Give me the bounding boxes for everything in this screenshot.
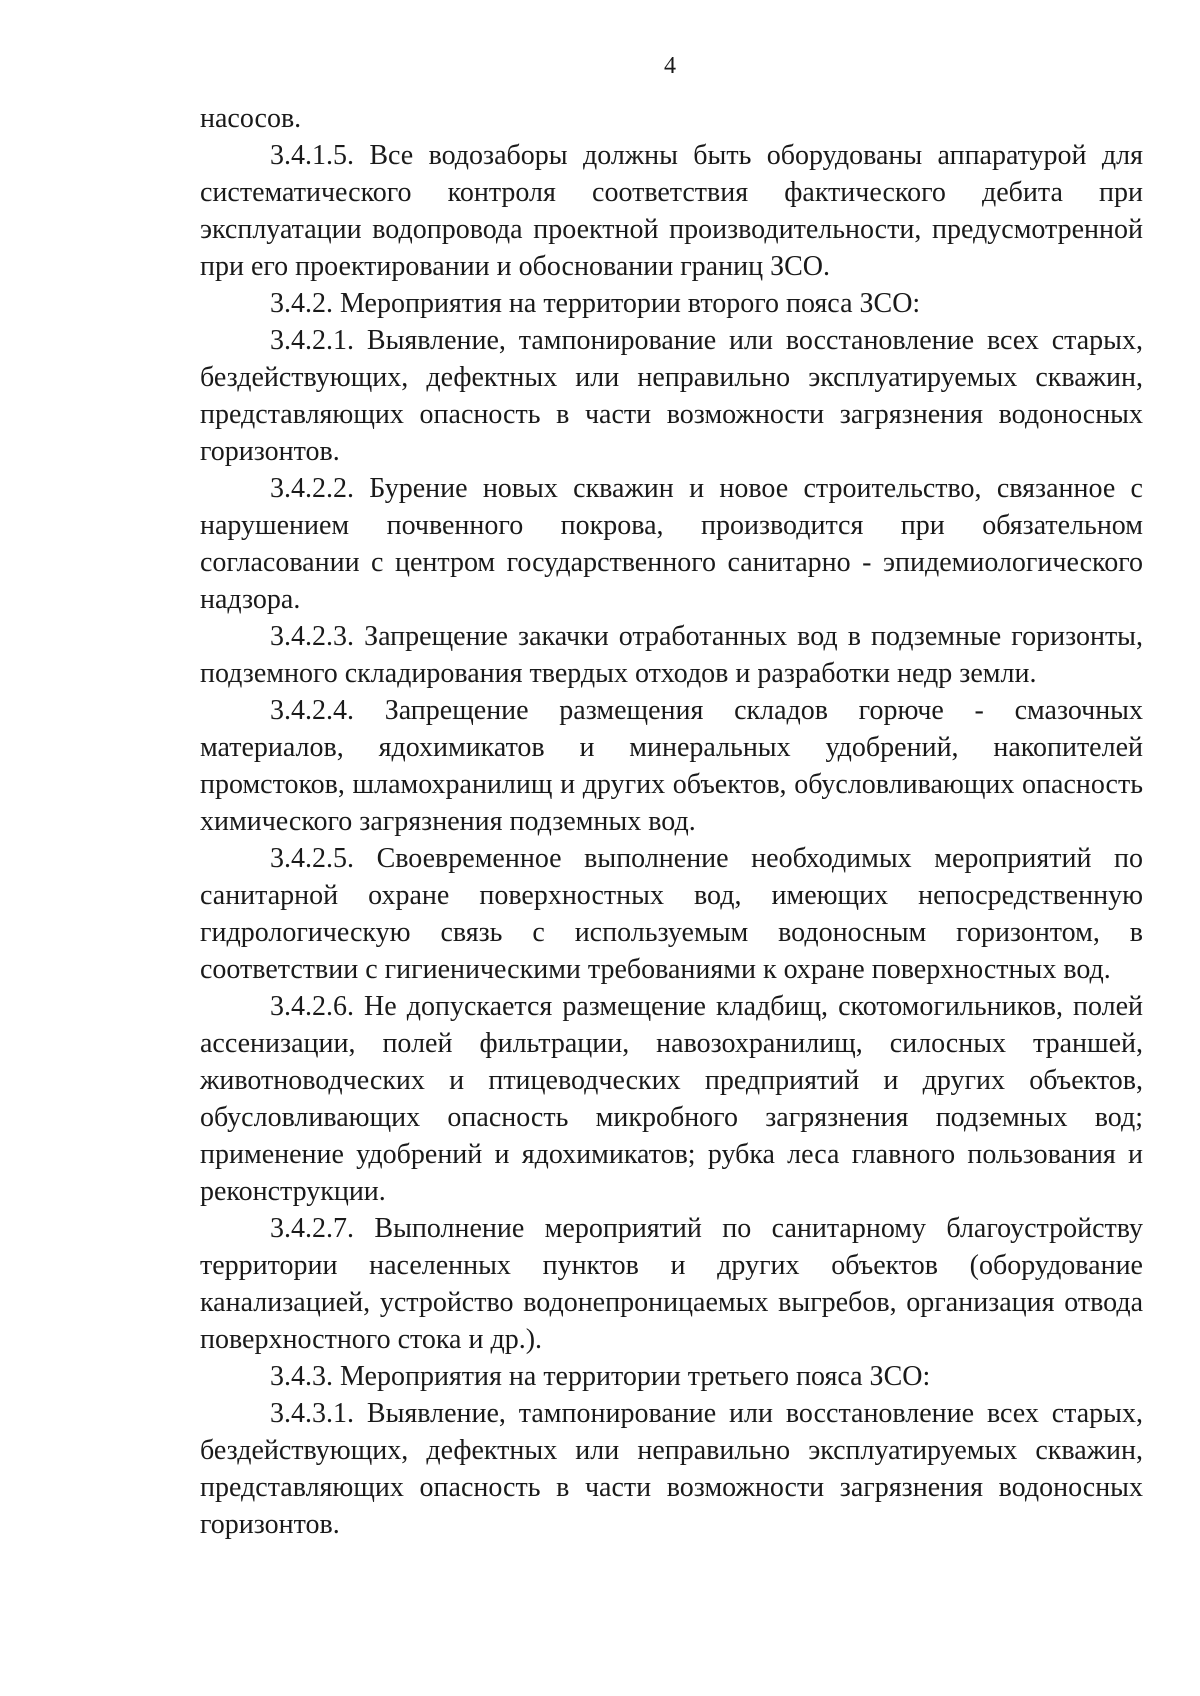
paragraph-3-4-2-3: 3.4.2.3. Запрещение закачки отработанных вод в подземные горизонты, подземного складирования твердых отходов и разработки недр земли. xyxy=(200,621,1143,689)
section-heading-3-4-3: 3.4.3. Мероприятия на территории третьего пояса ЗСО: xyxy=(270,1361,931,1392)
paragraph-3-4-2-5: 3.4.2.5. Своевременное выполнение необходимых мероприятий по санитарной охране поверхностных вод, имеющих непосредственную гидрологическую связь с используемым водоносным горизонтом, в соответствии с гигиеническими требованиями к охране поверхностных вод. xyxy=(200,843,1143,985)
paragraph-3-4-1-5: 3.4.1.5. Все водозаборы должны быть оборудованы аппаратурой для систематического контроля соответствия фактического дебита при эксплуатации водопровода проектной производительности, предусмотренной при его проектировании и обосновании границ ЗСО. xyxy=(200,140,1143,282)
paragraph-3-4-2-1: 3.4.2.1. Выявление, тампонирование или восстановление всех старых, бездействующих, дефектных или неправильно эксплуатируемых скважин, представляющих опасность в части возможности загрязнения водоносных горизонтов. xyxy=(200,325,1143,467)
page-number: 4 xyxy=(664,53,676,79)
paragraph-3-4-2-2: 3.4.2.2. Бурение новых скважин и новое строительство, связанное с нарушением почвенного покрова, производится при обязательном согласовании с центром государственного санитарно - эпидемиологического надзора. xyxy=(200,473,1143,615)
paragraph-3-4-3-1: 3.4.3.1. Выявление, тампонирование или восстановление всех старых, бездействующих, дефектных или неправильно эксплуатируемых скважин, представляющих опасность в части возможности загрязнения водоносных горизонтов. xyxy=(200,1398,1143,1540)
document-body xyxy=(200,100,1143,1543)
paragraph-3-4-2-7: 3.4.2.7. Выполнение мероприятий по санитарному благоустройству территории населенных пунктов и других объектов (оборудование канализацией, устройство водонепроницаемых выгребов, организация отвода поверхностного стока и др.). xyxy=(200,1213,1143,1355)
section-heading-3-4-2: 3.4.2. Мероприятия на территории второго пояса ЗСО: xyxy=(270,288,921,319)
paragraph-3-4-2-6: 3.4.2.6. Не допускается размещение кладбищ, скотомогильников, полей ассенизации, полей фильтрации, навозохранилищ, силосных траншей, животноводческих и птицеводческих предприятий и других объектов, обусловливающих опасность микробного загрязнения подземных вод; применение удобрений и ядохимикатов; рубка леса главного пользования и реконструкции. xyxy=(200,991,1143,1207)
paragraph-continuation: насосов. xyxy=(200,103,302,134)
paragraph-3-4-2-4: 3.4.2.4. Запрещение размещения складов горюче - смазочных материалов, ядохимикатов и минеральных удобрений, накопителей промстоков, шламохранилищ и других объектов, обусловливающих опасность химического загрязнения подземных вод. xyxy=(200,695,1143,837)
